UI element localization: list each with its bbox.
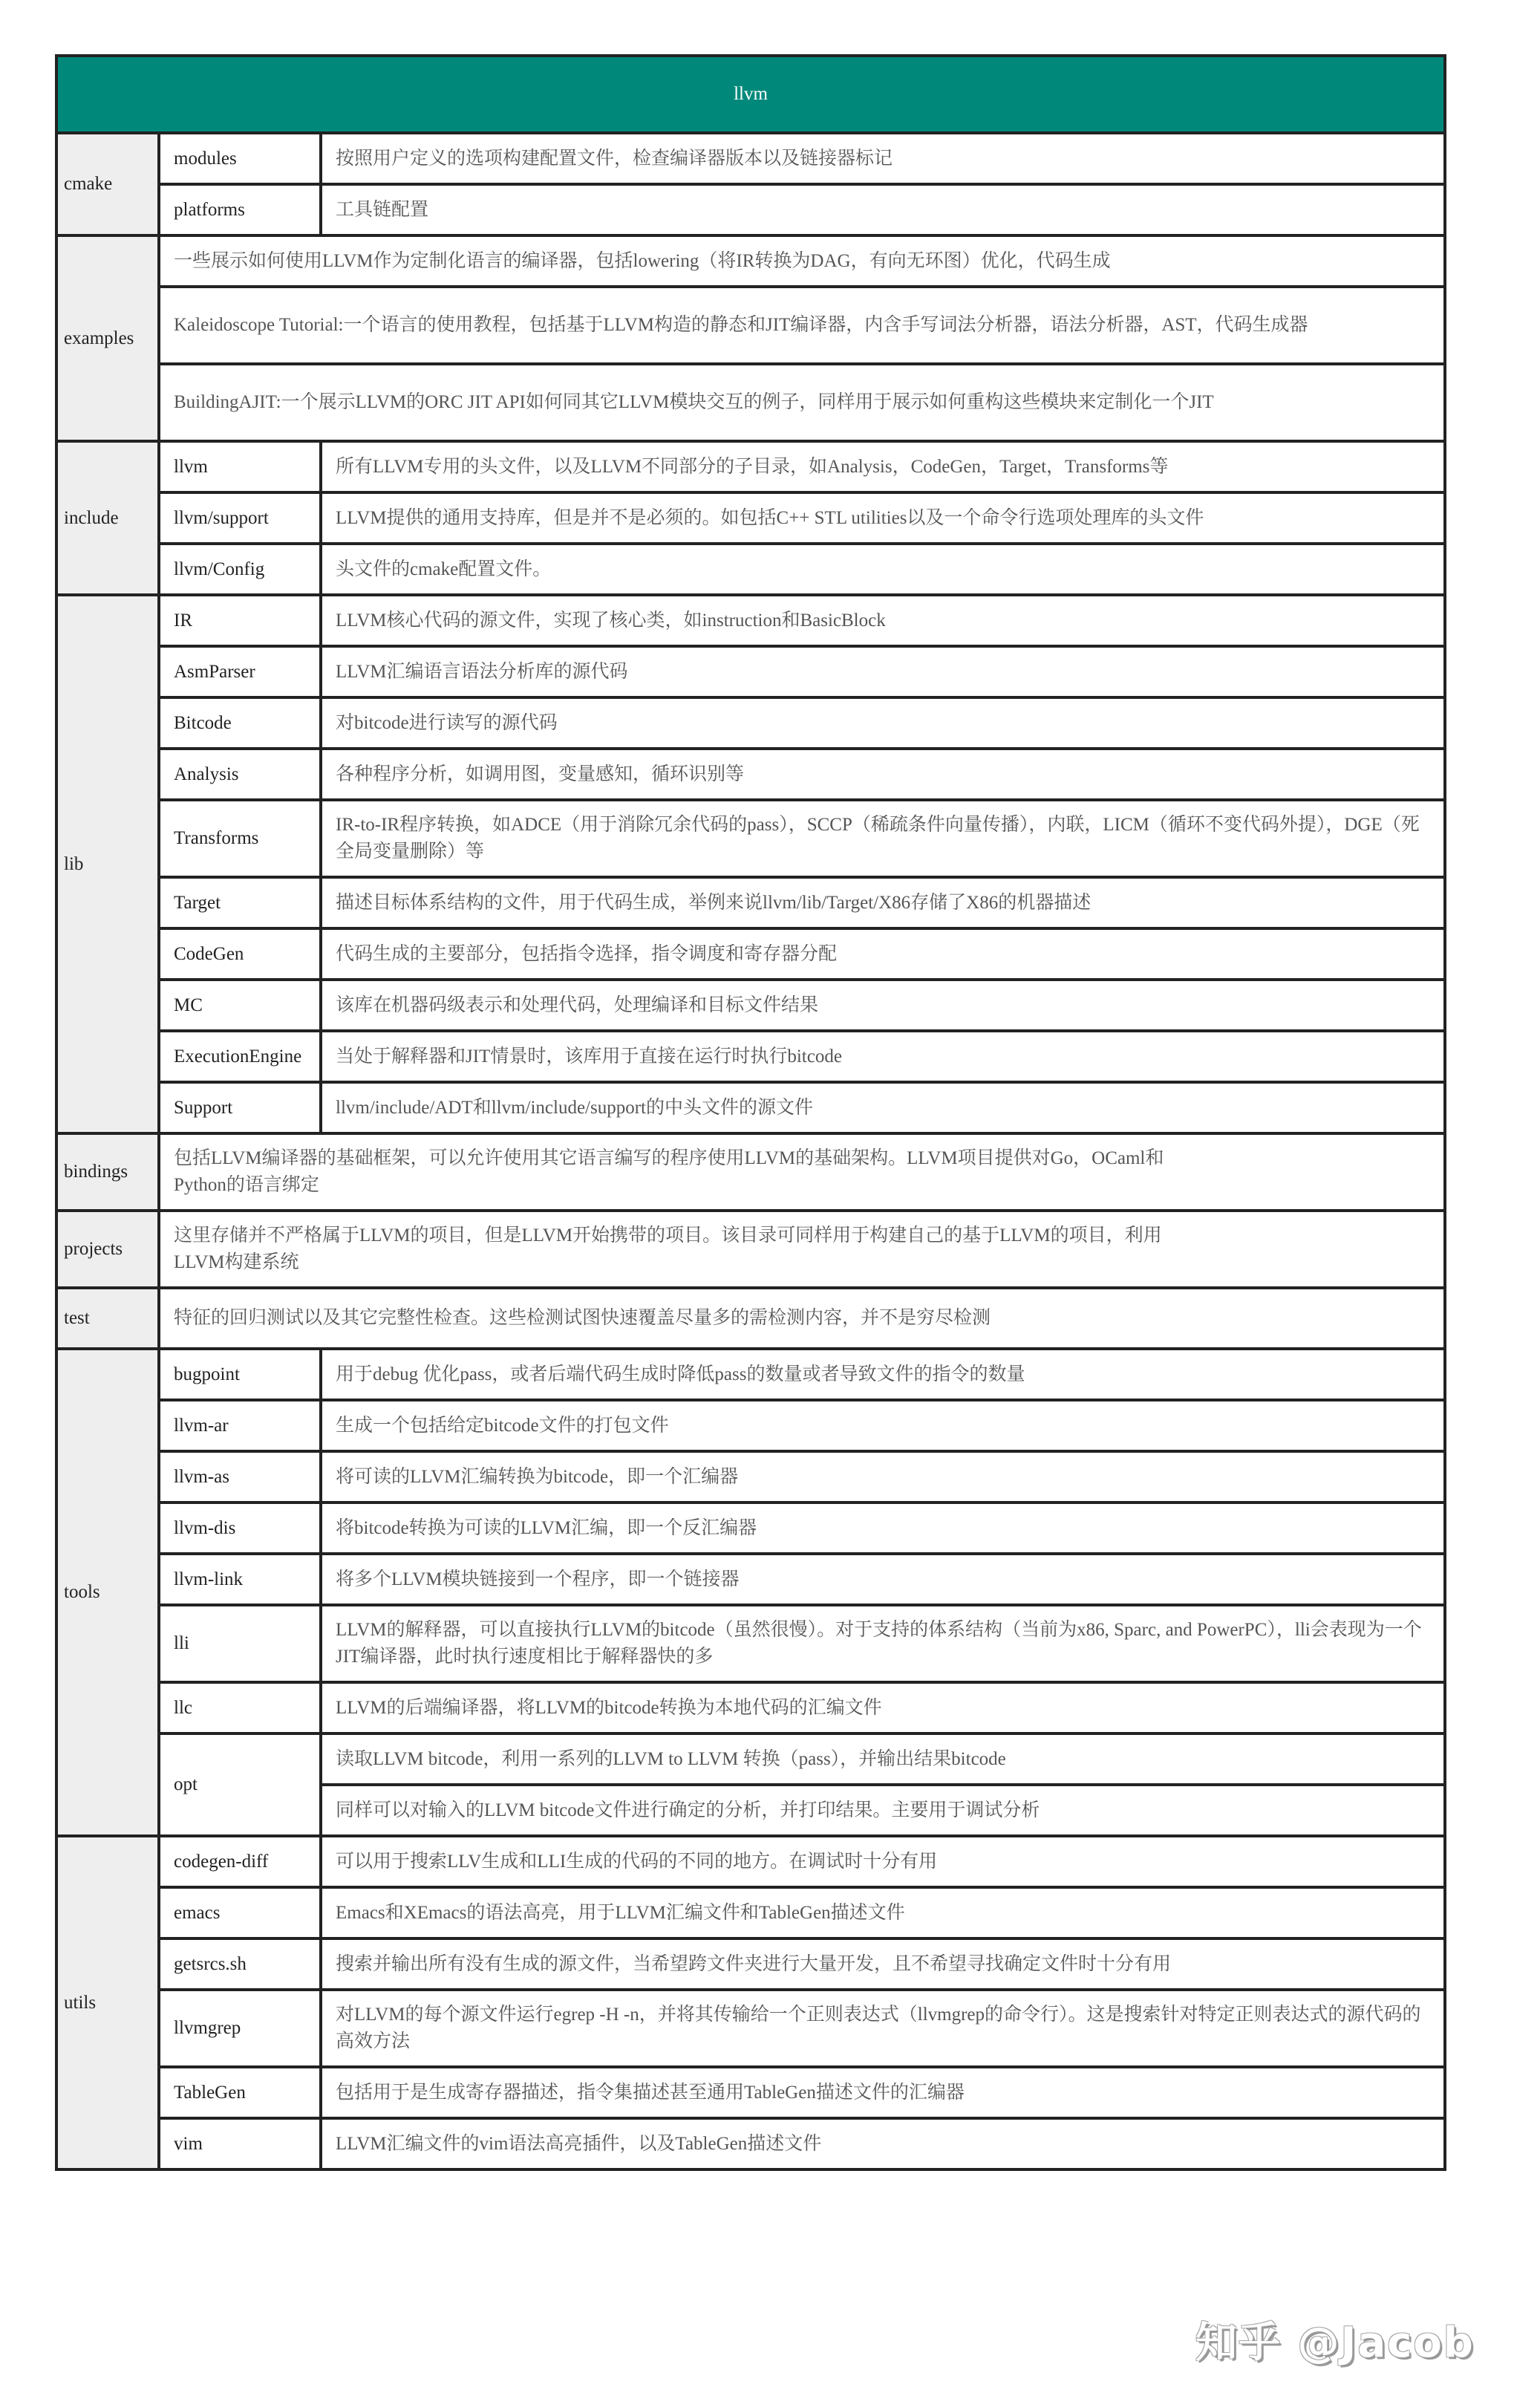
subdir-name: llvm/support [159,492,321,544]
examples-description: BuildingAJIT:一个展示LLVM的ORC JIT API如何同其它LLVM模块交互的例子，同样用于展示如何重构这些模块来定制化一个JIT [159,364,1445,441]
subdir-description: 将可读的LLVM汇编转换为bitcode，即一个汇编器 [321,1451,1445,1502]
table-row [56,1031,1445,1082]
table-row [56,1990,1445,2067]
group-test: test [56,1288,159,1349]
subdir-description: 同样可以对输入的LLVM bitcode文件进行确定的分析，并打印结果。主要用于调试分析 [321,1785,1445,1836]
table-row [56,1605,1445,1682]
subdir-name: llvm [159,441,321,492]
subdir-name: opt [159,1733,321,1836]
subdir-description: 描述目标体系结构的文件，用于代码生成，举例来说llvm/lib/Target/X86存储了X86的机器描述 [321,877,1445,928]
subdir-name: modules [159,133,321,184]
subdir-name: vim [159,2118,321,2169]
group-tools: tools [56,1349,159,1836]
subdir-description: LLVM汇编文件的vim语法高亮插件，以及TableGen描述文件 [321,2118,1445,2169]
llvm-directory-table [55,54,1446,2171]
subdir-name: getsrcs.sh [159,1938,321,1990]
subdir-description: 各种程序分析，如调用图，变量感知，循环识别等 [321,749,1445,800]
subdir-description: 用于debug 优化pass，或者后端代码生成时降低pass的数量或者导致文件的指令的数量 [321,1349,1445,1400]
table-row [56,544,1445,595]
subdir-description: 工具链配置 [321,184,1445,235]
table-row [56,287,1445,364]
subdir-name: codegen-diff [159,1836,321,1887]
subdir-name: CodeGen [159,928,321,980]
table-row [56,1502,1445,1554]
subdir-description: 将bitcode转换为可读的LLVM汇编，即一个反汇编器 [321,1502,1445,1554]
subdir-description: LLVM汇编语言语法分析库的源代码 [321,646,1445,697]
subdir-name: Support [159,1082,321,1133]
table-row [56,800,1445,877]
bindings-description: 包括LLVM编译器的基础框架，可以允许使用其它语言编写的程序使用LLVM的基础架构。LLVM项目提供对Go，OCaml和Python的语言绑定 [159,1133,1445,1211]
table-row [56,1288,1445,1349]
table-row [56,1211,1445,1288]
subdir-description: 对LLVM的每个源文件运行egrep -H -n，并将其传输给一个正则表达式（llvmgrep的命令行）。这是搜索针对特定正则表达式的源代码的高效方法 [321,1990,1445,2067]
subdir-name: llvm-as [159,1451,321,1502]
subdir-name: bugpoint [159,1349,321,1400]
subdir-description: 当处于解释器和JIT情景时，该库用于直接在运行时执行bitcode [321,1031,1445,1082]
group-examples: examples [56,235,159,441]
subdir-name: IR [159,595,321,646]
table-row [56,235,1445,287]
subdir-description: 对bitcode进行读写的源代码 [321,697,1445,749]
subdir-description: LLVM的解释器，可以直接执行LLVM的bitcode（虽然很慢）。对于支持的体系结构（当前为x86, Sparc, and PowerPC），lli会表现为一个JIT编译器，此时执行速度相比于解释器快的多 [321,1605,1445,1682]
subdir-name: AsmParser [159,646,321,697]
table-row [56,749,1445,800]
subdir-description: LLVM的后端编译器，将LLVM的bitcode转换为本地代码的汇编文件 [321,1682,1445,1733]
subdir-description: 包括用于是生成寄存器描述，指令集描述甚至通用TableGen描述文件的汇编器 [321,2067,1445,2118]
subdir-description: llvm/include/ADT和llvm/include/support的中头文件的源文件 [321,1082,1445,1133]
llvm-directory-table-container [55,54,1443,2171]
table-row [56,980,1445,1031]
subdir-name: platforms [159,184,321,235]
subdir-description: IR-to-IR程序转换，如ADCE（用于消除冗余代码的pass），SCCP（稀疏条件向量传播），内联，LICM（循环不变代码外提），DGE（死全局变量删除）等 [321,800,1445,877]
group-utils: utils [56,1836,159,2169]
subdir-description: 读取LLVM bitcode，利用一系列的LLVM to LLVM 转换（pass），并输出结果bitcode [321,1733,1445,1785]
subdir-name: llvm-dis [159,1502,321,1554]
table-row [56,184,1445,235]
subdir-name: Target [159,877,321,928]
subdir-description: 搜索并输出所有没有生成的源文件，当希望跨文件夹进行大量开发，且不希望寻找确定文件时十分有用 [321,1938,1445,1990]
subdir-description: LLVM提供的通用支持库，但是并不是必须的。如包括C++ STL utilities以及一个命令行选项处理库的头文件 [321,492,1445,544]
group-bindings: bindings [56,1133,159,1211]
table-row [56,133,1445,184]
group-include: include [56,441,159,595]
subdir-name: MC [159,980,321,1031]
table-row [56,595,1445,646]
table-row [56,697,1445,749]
table-row [56,1133,1445,1211]
table-row [56,646,1445,697]
table-row [56,1451,1445,1502]
group-projects: projects [56,1211,159,1288]
subdir-description: 代码生成的主要部分，包括指令选择，指令调度和寄存器分配 [321,928,1445,980]
subdir-description: Emacs和XEmacs的语法高亮，用于LLVM汇编文件和TableGen描述文件 [321,1887,1445,1938]
table-row [56,364,1445,441]
subdir-name: lli [159,1605,321,1682]
subdir-name: llvm/Config [159,544,321,595]
table-row [56,1938,1445,1990]
table-title: llvm [56,56,1445,133]
subdir-name: llvm-ar [159,1400,321,1451]
subdir-name: Bitcode [159,697,321,749]
subdir-description: 该库在机器码级表示和处理代码，处理编译和目标文件结果 [321,980,1445,1031]
group-cmake: cmake [56,133,159,235]
examples-description: Kaleidoscope Tutorial:一个语言的使用教程，包括基于LLVM构造的静态和JIT编译器，内含手写词法分析器，语法分析器，AST，代码生成器 [159,287,1445,364]
test-description: 特征的回归测试以及其它完整性检查。这些检测试图快速覆盖尽量多的需检测内容，并不是穷尽检测 [159,1288,1445,1349]
subdir-description: 可以用于搜索LLV生成和LLI生成的代码的不同的地方。在调试时十分有用 [321,1836,1445,1887]
table-row [56,492,1445,544]
table-row [56,1836,1445,1887]
table-row [56,441,1445,492]
zhihu-watermark: 知乎 @Jacob [1195,2319,1475,2367]
subdir-name: llvm-link [159,1554,321,1605]
table-row [56,1400,1445,1451]
subdir-description: 所有LLVM专用的头文件，以及LLVM不同部分的子目录，如Analysis，CodeGen，Target，Transforms等 [321,441,1445,492]
subdir-description: 按照用户定义的选项构建配置文件，检查编译器版本以及链接器标记 [321,133,1445,184]
subdir-name: emacs [159,1887,321,1938]
subdir-name: llc [159,1682,321,1733]
table-row [56,1554,1445,1605]
table-header-row [56,56,1445,133]
subdir-name: ExecutionEngine [159,1031,321,1082]
table-row [56,877,1445,928]
subdir-name: TableGen [159,2067,321,2118]
table-row [56,2118,1445,2169]
subdir-name: llvmgrep [159,1990,321,2067]
table-row [56,928,1445,980]
table-row [56,1733,1445,1785]
table-row [56,1349,1445,1400]
table-row [56,1682,1445,1733]
group-lib: lib [56,595,159,1133]
subdir-name: Analysis [159,749,321,800]
table-row [56,1082,1445,1133]
projects-description: 这里存储并不严格属于LLVM的项目，但是LLVM开始携带的项目。该目录可同样用于构建自己的基于LLVM的项目，利用LLVM构建系统 [159,1211,1445,1288]
subdir-description: 生成一个包括给定bitcode文件的打包文件 [321,1400,1445,1451]
subdir-name: Transforms [159,800,321,877]
table-row [56,1887,1445,1938]
subdir-description: 头文件的cmake配置文件。 [321,544,1445,595]
subdir-description: LLVM核心代码的源文件，实现了核心类，如instruction和BasicBlock [321,595,1445,646]
examples-description: 一些展示如何使用LLVM作为定制化语言的编译器，包括lowering（将IR转换为DAG，有向无环图）优化，代码生成 [159,235,1445,287]
table-row [56,2067,1445,2118]
subdir-description: 将多个LLVM模块链接到一个程序，即一个链接器 [321,1554,1445,1605]
